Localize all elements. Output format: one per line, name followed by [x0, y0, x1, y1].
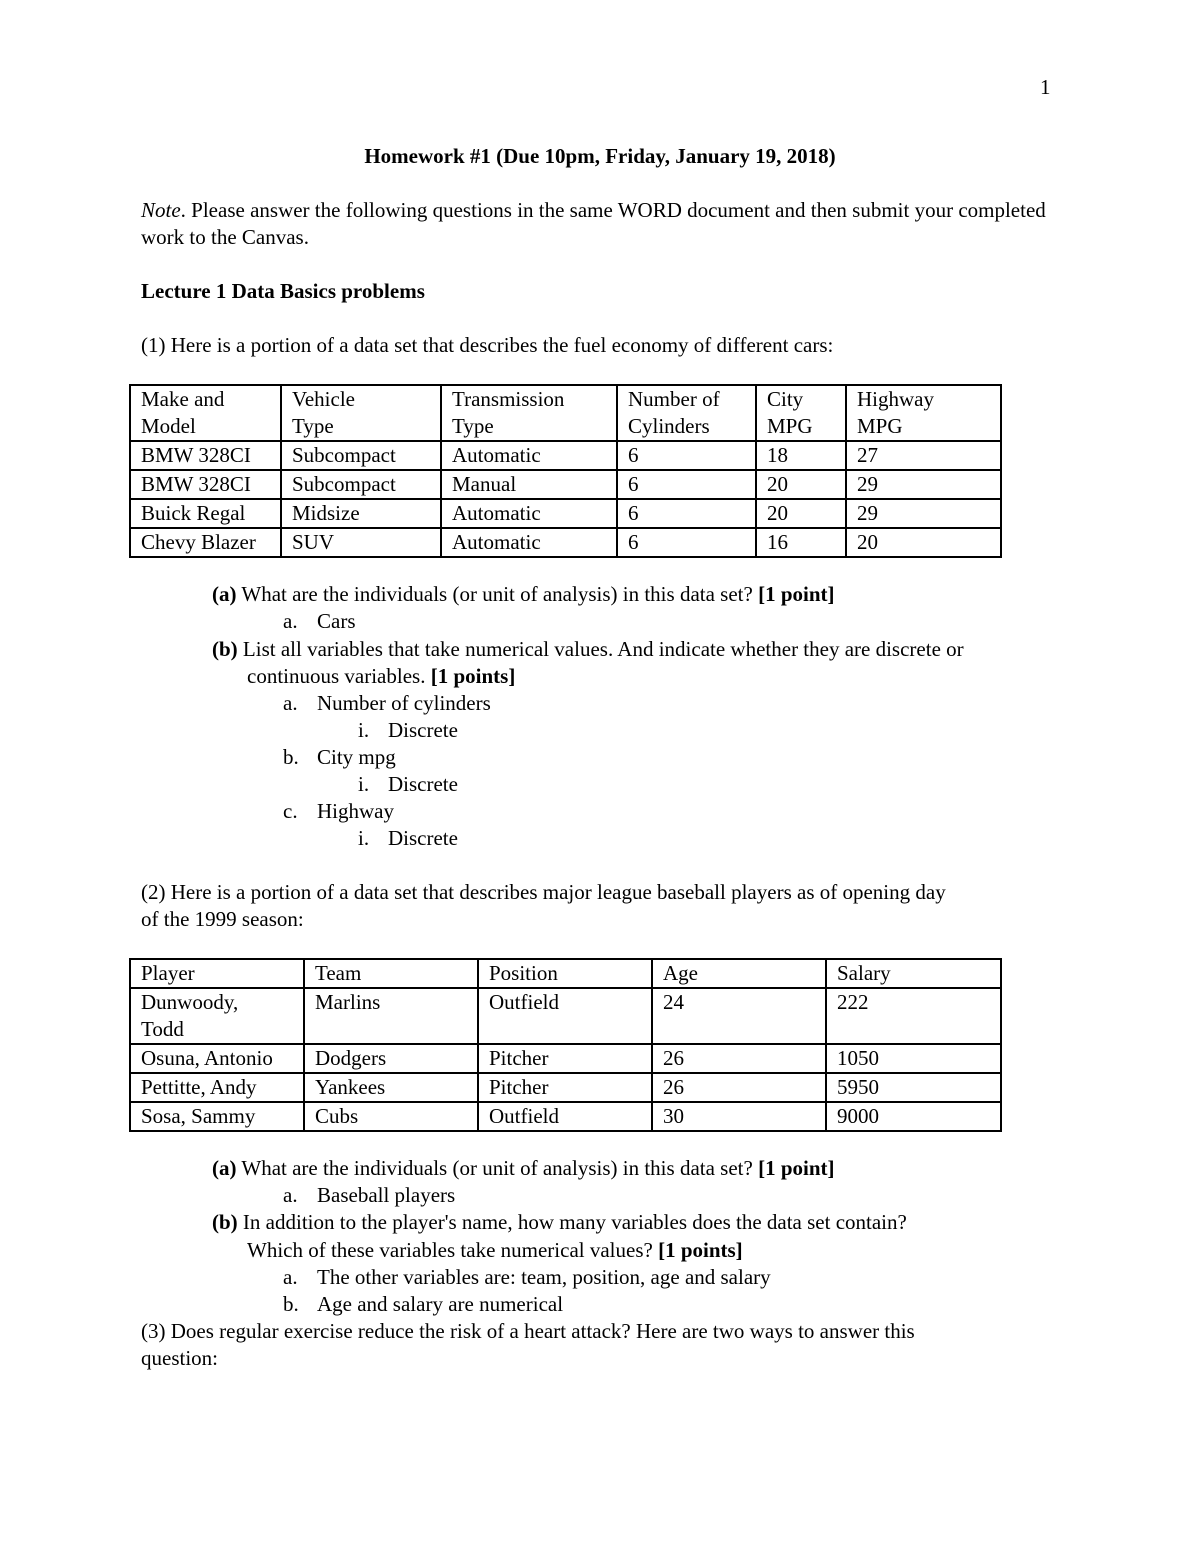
list-marker: a.	[283, 691, 298, 715]
table-cell: Dunwoody, Todd	[130, 988, 304, 1044]
q2-part-b-cont: Which of these variables take numerical values? [1 points]	[247, 1238, 743, 1262]
header-cell: Number of Cylinders	[617, 385, 756, 441]
table-row	[130, 988, 1001, 1044]
table-cell: 27	[846, 441, 1001, 470]
table-row	[130, 528, 1001, 557]
list-item: Cars	[317, 609, 356, 633]
q1-part-b: (b) List all variables that take numerical values. And indicate whether they are discrete or	[212, 637, 964, 661]
table-cell: Cubs	[304, 1102, 478, 1131]
list-marker: i.	[358, 718, 370, 742]
list-marker: i.	[358, 826, 370, 850]
q2-intro-line1: (2) Here is a portion of a data set that describes major league baseball players as of opening day	[141, 880, 946, 904]
table-cell: 16	[756, 528, 846, 557]
table-cell: 5950	[826, 1073, 1001, 1102]
header-cell: Transmission Type	[441, 385, 617, 441]
table-cell: Sosa, Sammy	[130, 1102, 304, 1131]
q2-part-a: (a) What are the individuals (or unit of analysis) in this data set? [1 point]	[212, 1156, 835, 1180]
table-cell: 20	[846, 528, 1001, 557]
q1-part-b-cont: continuous variables. [1 points]	[247, 664, 516, 688]
list-item: City mpg	[317, 745, 396, 769]
table-cell: 1050	[826, 1044, 1001, 1073]
table-cell: Pitcher	[478, 1044, 652, 1073]
list-marker: c.	[283, 799, 298, 823]
table-cell: Automatic	[441, 528, 617, 557]
table-cell: 6	[617, 528, 756, 557]
note-text: . Please answer the following questions in the same WORD document and then submit your completed work to the Canvas.	[141, 198, 1046, 249]
players-table	[129, 958, 1002, 1132]
list-marker: a.	[283, 1265, 298, 1289]
header-cell: Age	[652, 959, 826, 988]
header-cell: Team	[304, 959, 478, 988]
table-cell: 26	[652, 1044, 826, 1073]
list-item: Highway	[317, 799, 394, 823]
list-marker: i.	[358, 772, 370, 796]
table-cell: Pitcher	[478, 1073, 652, 1102]
table-cell: Marlins	[304, 988, 478, 1044]
table-row	[130, 499, 1001, 528]
list-item: Number of cylinders	[317, 691, 491, 715]
header-cell: Player	[130, 959, 304, 988]
list-item: Discrete	[388, 718, 458, 742]
q3-line1: (3) Does regular exercise reduce the risk of a heart attack? Here are two ways to answer this	[141, 1319, 915, 1343]
page-title: Homework #1 (Due 10pm, Friday, January 19, 2018)	[364, 144, 836, 168]
table-cell: BMW 328CI	[130, 470, 281, 499]
table-row	[130, 470, 1001, 499]
list-item: Discrete	[388, 772, 458, 796]
header-cell: Highway MPG	[846, 385, 1001, 441]
table-cell: 18	[756, 441, 846, 470]
header-cell: Position	[478, 959, 652, 988]
list-item: The other variables are: team, position, age and salary	[317, 1265, 771, 1289]
table-row	[130, 1044, 1001, 1073]
table-row	[130, 1073, 1001, 1102]
table-cell: 30	[652, 1102, 826, 1131]
table-row	[130, 441, 1001, 470]
table-cell: Outfield	[478, 988, 652, 1044]
note-label: Note	[141, 198, 181, 222]
table-header-row	[130, 959, 1001, 988]
table-cell: 24	[652, 988, 826, 1044]
table-cell: 20	[756, 499, 846, 528]
page-number: 1	[1040, 75, 1051, 99]
list-marker: a.	[283, 1183, 298, 1207]
table-cell: Osuna, Antonio	[130, 1044, 304, 1073]
table-cell: Yankees	[304, 1073, 478, 1102]
list-marker: b.	[283, 745, 299, 769]
table-cell: Subcompact	[281, 470, 441, 499]
header-cell: Make and Model	[130, 385, 281, 441]
q1-part-a: (a) What are the individuals (or unit of analysis) in this data set? [1 point]	[212, 582, 835, 606]
list-item: Age and salary are numerical	[317, 1292, 564, 1316]
list-item: Discrete	[388, 826, 458, 850]
list-marker: b.	[283, 1292, 299, 1316]
list-item: Baseball players	[317, 1183, 456, 1207]
section-heading: Lecture 1 Data Basics problems	[141, 279, 425, 303]
header-cell: Vehicle Type	[281, 385, 441, 441]
table-cell: Outfield	[478, 1102, 652, 1131]
table-cell: 6	[617, 470, 756, 499]
q2-intro-line2: of the 1999 season:	[141, 907, 304, 931]
table-cell: Automatic	[441, 499, 617, 528]
list-marker: a.	[283, 609, 298, 633]
table-cell: 6	[617, 441, 756, 470]
table-cell: 29	[846, 499, 1001, 528]
table-cell: 20	[756, 470, 846, 499]
table-cell: Pettitte, Andy	[130, 1073, 304, 1102]
q3-line2: question:	[141, 1346, 218, 1370]
q2-part-b: (b) In addition to the player's name, how many variables does the data set contain?	[212, 1210, 907, 1234]
note-paragraph	[141, 197, 1071, 251]
table-cell: 222	[826, 988, 1001, 1044]
table-cell: 26	[652, 1073, 826, 1102]
table-cell: Buick Regal	[130, 499, 281, 528]
cars-table	[129, 384, 1002, 558]
table-cell: BMW 328CI	[130, 441, 281, 470]
table-cell: 29	[846, 470, 1001, 499]
table-row	[130, 1102, 1001, 1131]
header-cell: City MPG	[756, 385, 846, 441]
table-cell: 6	[617, 499, 756, 528]
table-cell: SUV	[281, 528, 441, 557]
table-cell: Manual	[441, 470, 617, 499]
q1-intro: (1) Here is a portion of a data set that describes the fuel economy of different cars:	[141, 333, 834, 357]
table-cell: Midsize	[281, 499, 441, 528]
table-cell: Dodgers	[304, 1044, 478, 1073]
table-cell: Chevy Blazer	[130, 528, 281, 557]
table-cell: Automatic	[441, 441, 617, 470]
header-cell: Salary	[826, 959, 1001, 988]
table-header-row	[130, 385, 1001, 441]
table-cell: 9000	[826, 1102, 1001, 1131]
table-cell: Subcompact	[281, 441, 441, 470]
